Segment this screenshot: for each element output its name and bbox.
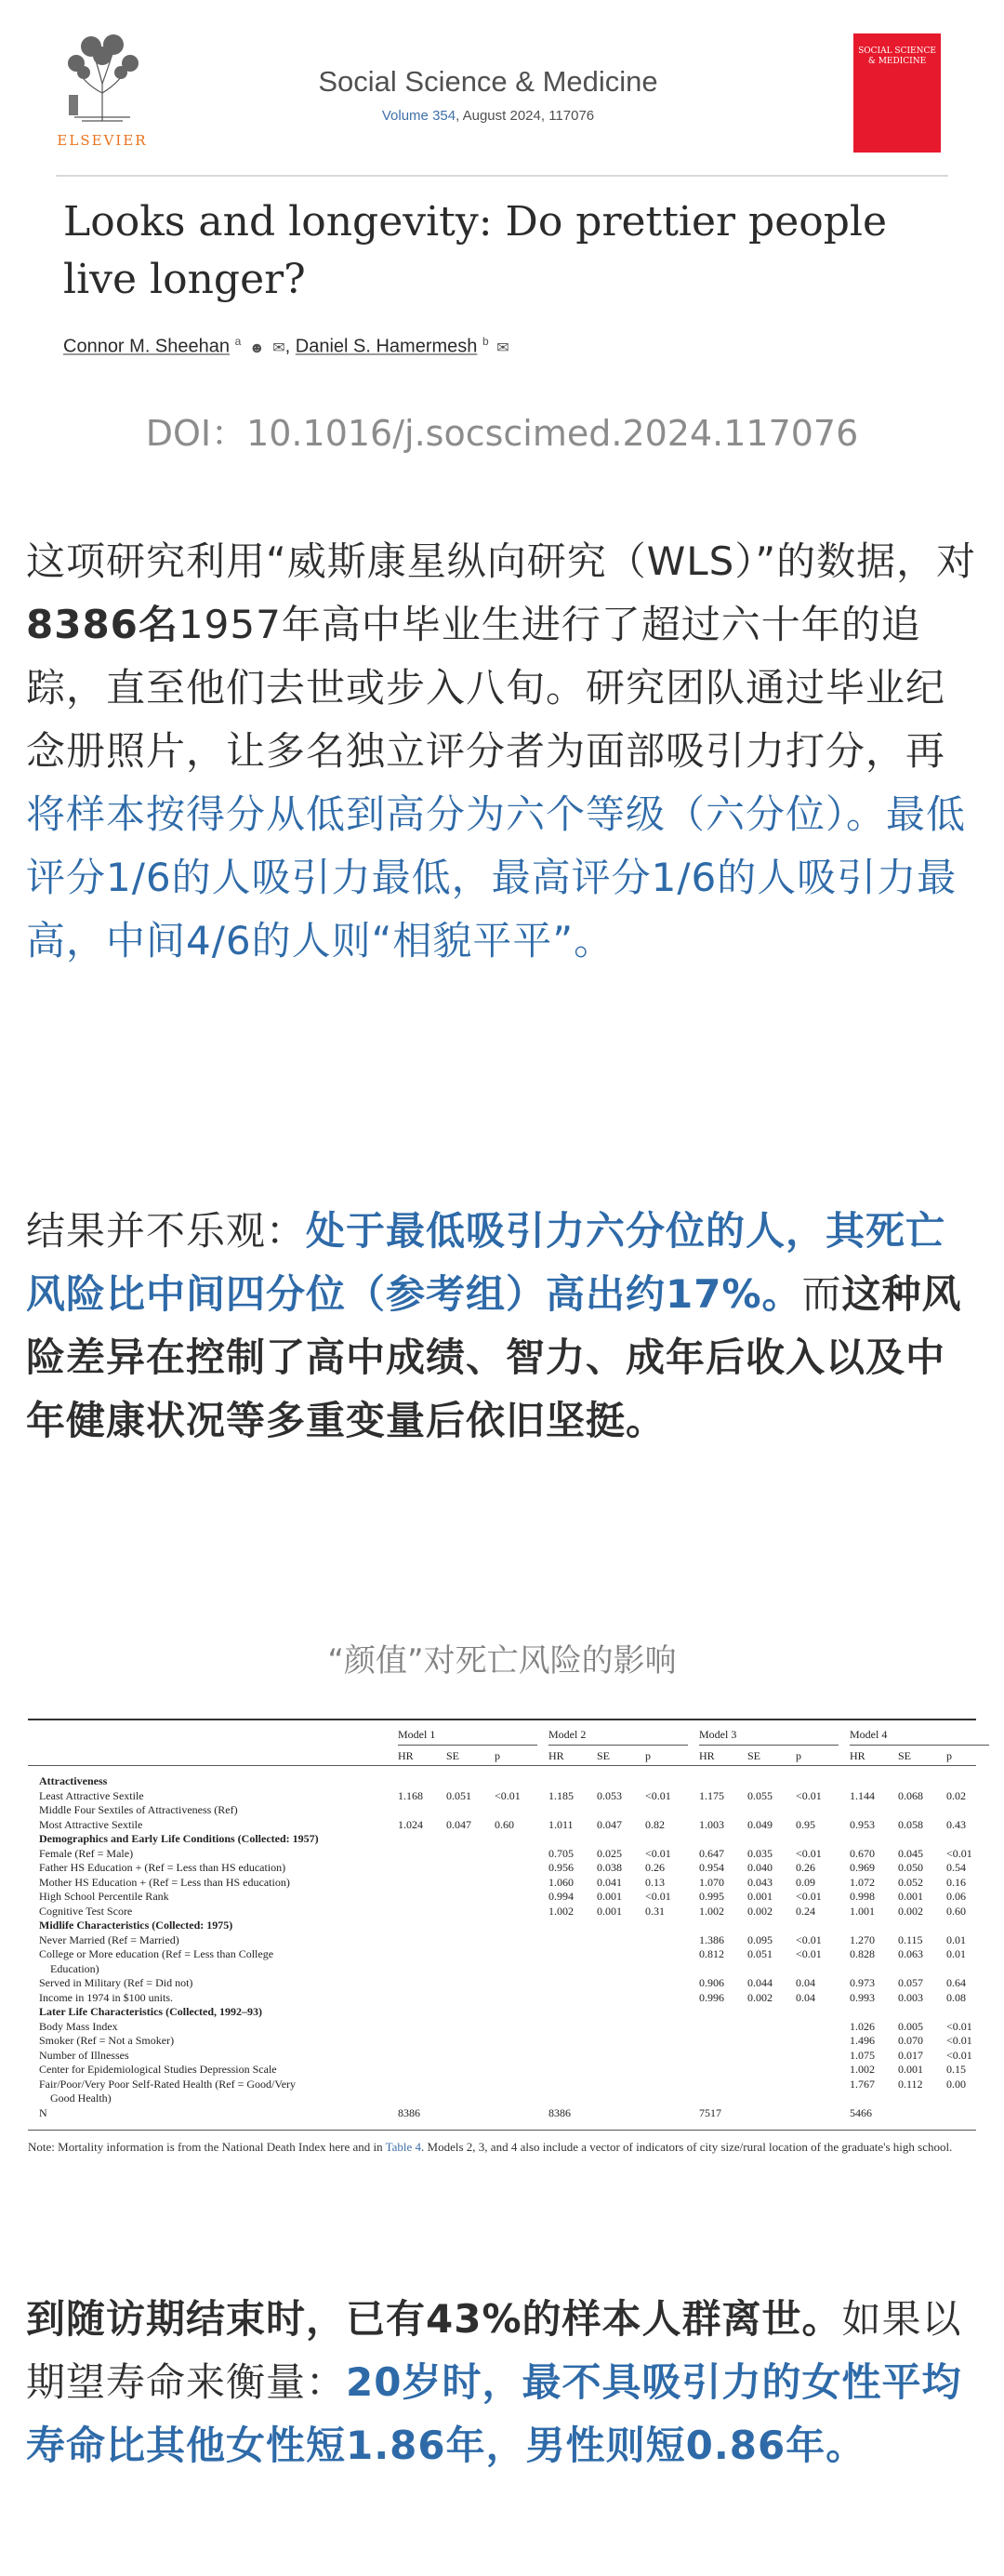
- stat-header: HR: [398, 1749, 414, 1762]
- row-label: Number of Illnesses: [39, 2048, 129, 2062]
- sample-size-cell: 8386: [548, 2105, 571, 2119]
- table-cell: 0.954: [699, 1861, 724, 1874]
- table-cell: 0.996: [699, 1990, 724, 2004]
- table-cell: <0.01: [495, 1788, 521, 1802]
- person-icon[interactable]: ☻: [248, 339, 265, 356]
- row-label: Least Attractive Sextile: [39, 1788, 144, 1802]
- row-label: Later Life Characteristics (Collected, 1992–93): [39, 2005, 263, 2018]
- table-cell: 0.052: [898, 1875, 923, 1889]
- table-cell: 0.038: [597, 1861, 622, 1874]
- journal-cover-thumbnail[interactable]: [853, 33, 941, 153]
- table-cell: 0.001: [898, 1890, 923, 1903]
- table-cell: 0.001: [898, 2063, 923, 2076]
- table-cell: 0.54: [946, 1861, 966, 1874]
- table-cell: 1.144: [850, 1788, 875, 1802]
- journal-volume: [195, 108, 781, 124]
- table-cell: 0.002: [747, 1904, 773, 1918]
- row-label: Demographics and Early Life Conditions (Collected: 1957): [39, 1832, 319, 1845]
- row-label: Most Attractive Sextile: [39, 1817, 143, 1831]
- table-cell: 1.767: [850, 2077, 875, 2091]
- row-label: Cognitive Test Score: [39, 1904, 133, 1918]
- table-cell: 0.115: [898, 1932, 923, 1946]
- table-row: [28, 1933, 976, 1947]
- row-label: N: [39, 2105, 47, 2119]
- table-cell: 0.01: [946, 1947, 966, 1960]
- table-cell: 1.270: [850, 1932, 875, 1946]
- table-cell: 0.050: [898, 1861, 923, 1874]
- table-cell: 1.002: [548, 1904, 574, 1918]
- table-cell: 0.994: [548, 1890, 574, 1903]
- table-cell: 0.051: [747, 1947, 773, 1960]
- table-cell: 0.16: [946, 1875, 966, 1889]
- table-cell: 0.063: [898, 1947, 923, 1960]
- cover-text: SOCIAL SCIENCE & MEDICINE: [858, 46, 936, 66]
- table-cell: 0.64: [946, 1976, 966, 1989]
- row-label: Fair/Poor/Very Poor Self-Rated Health (Ref = Good/Very: [39, 2077, 297, 2091]
- volume-link[interactable]: Volume 354: [381, 108, 456, 124]
- stat-header: p: [796, 1749, 801, 1762]
- table-cell: 0.001: [747, 1890, 773, 1903]
- table-cell: 0.24: [796, 1904, 815, 1918]
- table-cell: 0.08: [946, 1990, 966, 2004]
- row-label: Midlife Characteristics (Collected: 1975): [39, 1919, 233, 1932]
- email-icon[interactable]: ✉: [496, 339, 509, 356]
- doi-text: DOI：10.1016/j.socscimed.2024.117076: [145, 413, 859, 454]
- table-cell: 0.956: [548, 1861, 574, 1874]
- table-row: [28, 1789, 976, 1803]
- row-label: Served in Military (Ref = Did not): [39, 1976, 193, 1989]
- table-row: [28, 2020, 976, 2034]
- table-cell: 0.017: [898, 2048, 923, 2062]
- article-title: Looks and longevity: Do prettier people live longer?: [63, 198, 887, 303]
- table-cell: 1.386: [699, 1932, 724, 1946]
- table-row: [28, 1947, 976, 1961]
- row-label: Good Health): [50, 2091, 112, 2105]
- table-cell: 0.95: [796, 1817, 815, 1831]
- table-cell: <0.01: [645, 1846, 671, 1860]
- table-cell: 1.496: [850, 2034, 875, 2047]
- table-row: [28, 1876, 976, 1890]
- model-rule: [398, 1745, 537, 1746]
- stat-header: SE: [898, 1749, 912, 1762]
- table-row: [28, 1818, 976, 1832]
- table-cell: 0.068: [898, 1788, 923, 1802]
- table-cell: 1.175: [699, 1788, 724, 1802]
- table-row: [28, 1847, 976, 1861]
- model-rule: [850, 1745, 989, 1746]
- table-cell: 1.024: [398, 1817, 423, 1831]
- table-cell: <0.01: [645, 1788, 671, 1802]
- table-cell: 0.058: [898, 1817, 923, 1831]
- table-row: [28, 2049, 976, 2063]
- table-cell: 0.60: [495, 1817, 514, 1831]
- table-cell: 0.044: [747, 1976, 773, 1989]
- table-row: [28, 1919, 976, 1932]
- table-cell: 0.057: [898, 1976, 923, 1989]
- table-cell: 0.112: [898, 2077, 923, 2091]
- table-cell: 1.060: [548, 1875, 574, 1889]
- table-row: [28, 1803, 976, 1817]
- table-cell: 1.072: [850, 1875, 875, 1889]
- stat-header: p: [645, 1749, 651, 1762]
- table-cell: 0.13: [645, 1875, 665, 1889]
- row-label: Never Married (Ref = Married): [39, 1932, 179, 1946]
- table-cell: 0.705: [548, 1846, 574, 1860]
- table-cell: 0.04: [796, 1976, 815, 1989]
- table-cell: 0.01: [946, 1932, 966, 1946]
- table-cell: 0.001: [597, 1890, 622, 1903]
- table-cell: 0.001: [597, 1904, 622, 1918]
- table-cell: 0.053: [597, 1788, 622, 1802]
- model-header: Model 4: [850, 1728, 888, 1741]
- table-cell: 0.002: [747, 1990, 773, 2004]
- journal-header: [56, 28, 948, 177]
- publisher-name: ELSEVIER: [57, 132, 148, 149]
- table-header-rule: [28, 1765, 976, 1766]
- table-cell: 0.040: [747, 1861, 773, 1874]
- table-cell: 0.906: [699, 1976, 724, 1989]
- row-label: Father HS Education + (Ref = Less than HS education): [39, 1861, 286, 1874]
- table-cell: 0.04: [796, 1990, 815, 2004]
- table-cell: 1.003: [699, 1817, 724, 1831]
- table-note: Note: Mortality information is from the National Death Index here and in Table 4. Models 2, 3, and 4 also include a vector of indicators of city size/rural location of the graduate's high school.: [28, 2140, 953, 2154]
- body-paragraph: 结果并不乐观：处于最低吸引力六分位的人，其死亡风险比中间四分位（参考组）高出约17%。而这种风险差异在控制了高中成绩、智力、成年后收入以及中年健康状况等多重变量后依旧坚挺。: [26, 1208, 962, 1443]
- journal-name[interactable]: Social Science & Medicine: [318, 65, 658, 98]
- table-cell: 0.003: [898, 1990, 923, 2004]
- table-cell: 0.047: [597, 1817, 622, 1831]
- highlight-text: 20岁时，最不具吸引力的女性平均寿命比其他女性短1.86年，男性则短0.86年。: [26, 2359, 962, 2468]
- sample-size-cell: 5466: [850, 2105, 872, 2119]
- table-cell: 0.647: [699, 1846, 724, 1860]
- journal-title-block: [195, 65, 781, 124]
- table-cell: 0.995: [699, 1890, 724, 1903]
- row-label: Body Mass Index: [39, 2019, 118, 2033]
- table-cell: <0.01: [645, 1890, 671, 1903]
- table-cell: 0.812: [699, 1947, 724, 1960]
- table-cell: <0.01: [796, 1846, 822, 1860]
- table-cell: 0.973: [850, 1976, 875, 1989]
- model-header: Model 2: [548, 1728, 587, 1741]
- table-row: [28, 1905, 976, 1919]
- table-cell: 0.15: [946, 2063, 966, 2076]
- author-list: Connor M. Sheehan $^a$ ☻ ✉, Daniel S. Hamermesh $^b$ ✉: [63, 335, 509, 357]
- table-cell: <0.01: [946, 2048, 972, 2062]
- body-paragraph: 这项研究利用“威斯康星纵向研究（WLS）”的数据，对8386名1957年高中毕业生进行了超过六十年的追踪，直至他们去世或步入八旬。研究团队通过毕业纪念册照片，让多名独立评分者为面部吸引力打分，再将样本按得分从低到高分为六个等级（六分位）。最低评分1/6的人吸引力最低，最高评分1/6的人吸引力最高，中间4/6的人则“相貌平平”。: [26, 538, 977, 963]
- table-cell: <0.01: [946, 1846, 972, 1860]
- stat-header: p: [946, 1749, 952, 1762]
- table-top-rule: [28, 1719, 976, 1720]
- table-cell: 0.26: [796, 1861, 815, 1874]
- table-cell: 0.095: [747, 1932, 773, 1946]
- table-cell: 0.993: [850, 1990, 875, 2004]
- stat-header: HR: [548, 1749, 564, 1762]
- sample-size-cell: 7517: [699, 2105, 721, 2119]
- stat-header: HR: [699, 1749, 715, 1762]
- table-cell: 0.02: [946, 1788, 966, 1802]
- table-cell: 0.998: [850, 1890, 875, 1903]
- table-cell: 1.002: [699, 1904, 724, 1918]
- author-link[interactable]: Connor M. Sheehan: [63, 336, 231, 357]
- table-row: [28, 2106, 976, 2120]
- sample-size-cell: 8386: [398, 2105, 420, 2119]
- table-cell: <0.01: [796, 1788, 822, 1802]
- row-label: Smoker (Ref = Not a Smoker): [39, 2034, 175, 2047]
- table-cell: <0.01: [796, 1932, 822, 1946]
- table-cell: 1.185: [548, 1788, 574, 1802]
- table-row: [28, 1890, 976, 1904]
- table-cell: <0.01: [946, 2034, 972, 2047]
- table-cell: 1.001: [850, 1904, 875, 1918]
- model-header: Model 1: [398, 1728, 436, 1741]
- table-cell: 0.025: [597, 1846, 622, 1860]
- stat-header: SE: [747, 1749, 761, 1762]
- table-cell: 0.82: [645, 1817, 665, 1831]
- table-row: [28, 2091, 976, 2105]
- row-label: Income in 1974 in $100 units.: [39, 1990, 173, 2004]
- model-header: Model 3: [699, 1728, 737, 1741]
- highlight-text: 处于最低吸引力六分位的人，其死亡风险比中间四分位（参考组）高出约17%。: [26, 1208, 946, 1317]
- table-cell: 0.60: [946, 1904, 966, 1918]
- elsevier-tree-logo-icon: [56, 28, 149, 130]
- table-cell: 0.670: [850, 1846, 875, 1860]
- table-row: [28, 1861, 976, 1875]
- table-cell: 0.09: [796, 1875, 815, 1889]
- author-link[interactable]: Daniel S. Hamermesh: [295, 336, 478, 357]
- emphasis-text: 这种风险差异在控制了高中成绩、智力、成年后收入以及中年健康状况等多重变量后依旧坚挺。: [26, 1271, 962, 1443]
- row-label: Middle Four Sextiles of Attractiveness (Ref): [39, 1803, 238, 1816]
- table-cell: <0.01: [796, 1947, 822, 1960]
- email-icon[interactable]: ✉: [272, 339, 285, 356]
- table-cell: 0.055: [747, 1788, 773, 1802]
- table-row: [28, 1832, 976, 1846]
- table-row: [28, 1991, 976, 2005]
- table-cell: 1.011: [548, 1817, 574, 1831]
- highlight-text: 将样本按得分从低到高分为六个等级（六分位）。最低评分1/6的人吸引力最低，最高评分1/6的人吸引力最高，中间4/6的人则“相貌平平”。: [26, 791, 967, 963]
- table-cell: 0.045: [898, 1846, 923, 1860]
- table-4-link[interactable]: Table 4: [385, 2140, 422, 2154]
- table-cell: 0.051: [446, 1788, 471, 1802]
- stat-header: HR: [850, 1749, 865, 1762]
- row-label: Attractiveness: [39, 1774, 108, 1787]
- table-cell: <0.01: [796, 1890, 822, 1903]
- table-row: [28, 2063, 976, 2077]
- issue-info: , August 2024, 117076: [456, 108, 595, 124]
- emphasis-text: 到随访期结束时，已有43%的样本人群离世。: [26, 2296, 842, 2342]
- model-rule: [548, 1745, 688, 1746]
- stat-header: SE: [446, 1749, 460, 1762]
- row-label: College or More education (Ref = Less than College: [39, 1947, 274, 1960]
- table-row: [28, 2078, 976, 2091]
- table-cell: 1.168: [398, 1788, 423, 1802]
- body-paragraph: 到随访期结束时，已有43%的样本人群离世。如果以期望寿命来衡量：20岁时，最不具吸引力的女性平均寿命比其他女性短1.86年，男性则短0.86年。: [26, 2296, 962, 2468]
- table-bottom-rule: [28, 2130, 976, 2131]
- row-label: Center for Epidemiological Studies Depression Scale: [39, 2063, 277, 2076]
- table-cell: 0.070: [898, 2034, 923, 2047]
- table-cell: 0.26: [645, 1861, 665, 1874]
- table-cell: 0.049: [747, 1817, 773, 1831]
- table-row: [28, 1976, 976, 1990]
- table-cell: 0.043: [747, 1875, 773, 1889]
- table-cell: 0.953: [850, 1817, 875, 1831]
- table-row: [28, 1774, 976, 1788]
- table-cell: <0.01: [946, 2019, 972, 2033]
- table-row: [28, 2034, 976, 2048]
- table-cell: 0.828: [850, 1947, 875, 1960]
- table-cell: 0.969: [850, 1861, 875, 1874]
- table-cell: 0.43: [946, 1817, 966, 1831]
- table-cell: 1.075: [850, 2048, 875, 2062]
- row-label: Education): [50, 1961, 99, 1975]
- stat-header: SE: [597, 1749, 611, 1762]
- model-rule: [699, 1745, 839, 1746]
- row-label: High School Percentile Rank: [39, 1890, 169, 1903]
- table-cell: 1.026: [850, 2019, 875, 2033]
- table-cell: 0.06: [946, 1890, 966, 1903]
- table-cell: 0.00: [946, 2077, 966, 2091]
- table-row: [28, 2005, 976, 2019]
- table-cell: 0.31: [645, 1904, 665, 1918]
- stat-header: p: [495, 1749, 500, 1762]
- table-cell: 0.005: [898, 2019, 923, 2033]
- table-cell: 1.002: [850, 2063, 875, 2076]
- row-label: Female (Ref = Male): [39, 1846, 134, 1860]
- table-cell: 0.002: [898, 1904, 923, 1918]
- table-cell: 0.041: [597, 1875, 622, 1889]
- row-label: Mother HS Education + (Ref = Less than HS education): [39, 1875, 290, 1889]
- header-divider: [56, 175, 948, 177]
- table-cell: 0.047: [446, 1817, 471, 1831]
- figure-caption: “颜值”对死亡风险的影响: [327, 1642, 677, 1680]
- table-cell: 0.035: [747, 1846, 773, 1860]
- table-row: [28, 1962, 976, 1976]
- table-cell: 1.070: [699, 1875, 724, 1889]
